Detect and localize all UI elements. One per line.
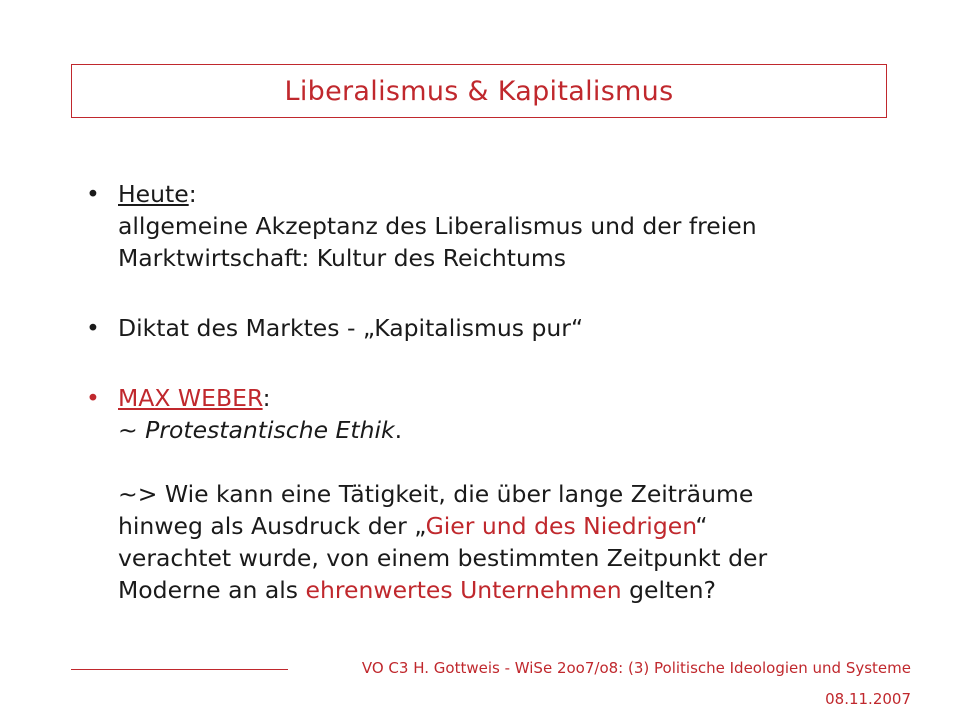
footer-divider <box>71 669 288 670</box>
text-segment: Moderne an als <box>118 576 306 604</box>
bullet-line <box>118 178 884 210</box>
text-segment: gelten? <box>621 576 717 604</box>
footer-text: VO C3 H. Gottweis - WiSe 2oo7/o8: (3) Politische Ideologien und Systeme <box>361 659 911 677</box>
bullet-max-weber <box>84 382 884 606</box>
colon: : <box>262 384 271 412</box>
bullet-line: verachtet wurde, von einem bestimmten Zeitpunkt der <box>118 544 768 572</box>
protestant-ethic: Protestantische Ethik <box>145 416 395 444</box>
highlight-unternehmen: ehrenwertes Unternehmen <box>305 576 622 604</box>
bullet-line <box>118 382 884 414</box>
bullet-line <box>118 414 884 446</box>
bullet-line <box>118 574 884 606</box>
bullet-line: ~> Wie kann eine Tätigkeit, die über lange Zeiträume <box>118 480 754 508</box>
title-box <box>71 64 887 118</box>
bullet-line <box>118 510 884 542</box>
max-weber-term: MAX WEBER <box>118 384 263 412</box>
bullet-dot: • <box>86 180 100 208</box>
highlight-gier: Gier und des Niedrigen <box>425 512 696 540</box>
footer-date: 08.11.2007 <box>825 690 911 708</box>
bullet-list <box>84 178 884 606</box>
bullet-line: allgemeine Akzeptanz des Liberalismus und der freien <box>118 212 757 240</box>
bullet-line: Marktwirtschaft: Kultur des Reichtums <box>118 244 567 272</box>
period: . <box>394 416 403 444</box>
bullet-diktat <box>84 312 884 344</box>
bullet-line: Diktat des Marktes - „Kapitalismus pur“ <box>118 314 584 342</box>
heute-term: Heute <box>118 180 189 208</box>
bullet-dot: • <box>86 384 100 412</box>
colon: : <box>188 180 197 208</box>
slide-title: Liberalismus & Kapitalismus <box>284 75 674 107</box>
text-segment: “ <box>695 512 708 540</box>
bullet-dot: • <box>86 314 100 342</box>
bullet-heute <box>84 178 884 274</box>
text-segment: hinweg als Ausdruck der „ <box>118 512 426 540</box>
tilde: ~ <box>118 416 146 444</box>
spacer-line <box>118 446 884 478</box>
